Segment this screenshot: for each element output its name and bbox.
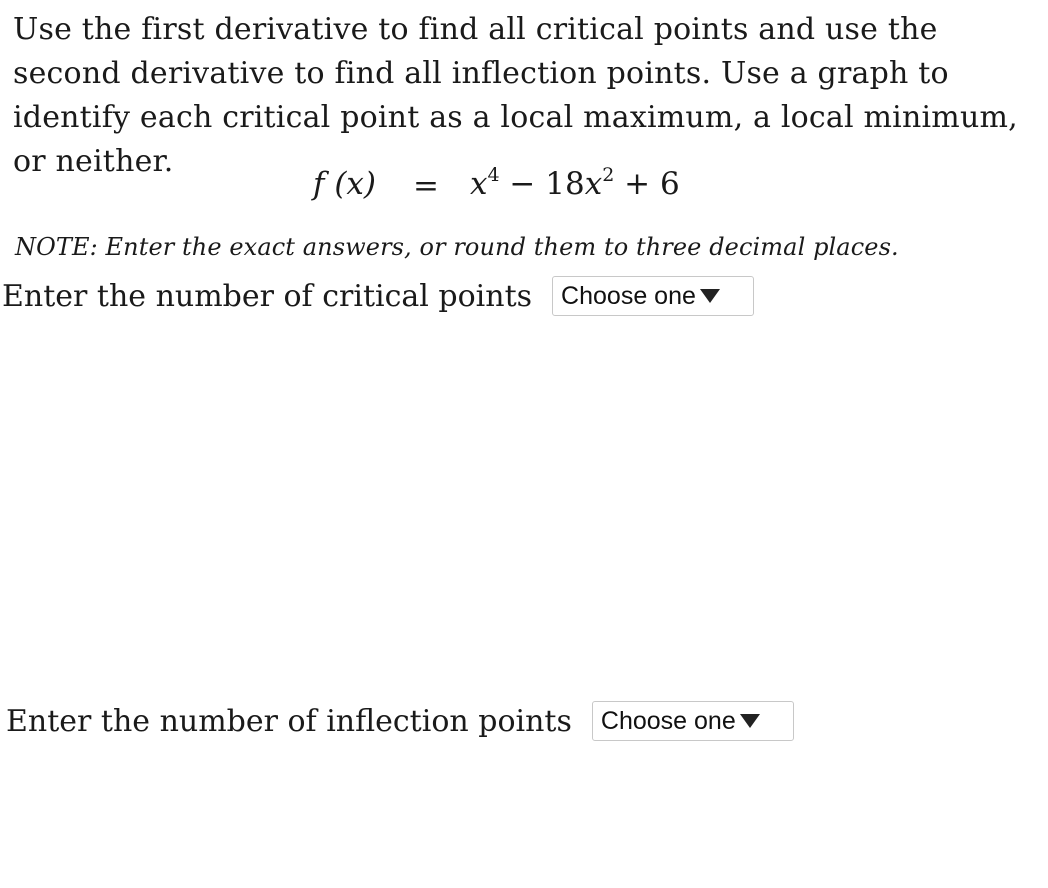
triangle-down-icon bbox=[740, 714, 760, 728]
inflection-points-label: Enter the number of inflection points bbox=[6, 703, 572, 739]
critical-points-row bbox=[2, 276, 754, 316]
critical-points-label: Enter the number of critical points bbox=[2, 278, 533, 314]
triangle-down-icon bbox=[700, 289, 720, 303]
inflection-points-select[interactable] bbox=[592, 701, 794, 741]
critical-points-select[interactable] bbox=[552, 276, 754, 316]
equation-var-x: x bbox=[470, 166, 488, 202]
critical-points-select-value: Choose one bbox=[561, 281, 696, 310]
equation-var-x-2: x bbox=[584, 166, 603, 202]
equation-coefficient: − 18 bbox=[499, 166, 585, 202]
equation-rhs bbox=[470, 166, 680, 202]
equation-exponent-4: 4 bbox=[487, 164, 500, 186]
function-equation bbox=[0, 164, 1048, 212]
question-text: Use the first derivative to find all critical points and use the second derivative to find all inflection points. Use a graph to identify each critical point as a local maximum, a local minimum, or neither. bbox=[13, 12, 1018, 179]
inflection-points-row bbox=[6, 701, 794, 741]
equation-exponent-2: 2 bbox=[602, 164, 615, 186]
equation-equals: = bbox=[413, 168, 439, 204]
equation-lhs: f (x) bbox=[313, 166, 376, 202]
inflection-points-select-value: Choose one bbox=[600, 706, 736, 735]
note-text: NOTE: Enter the exact answers, or round them to three decimal places. bbox=[15, 233, 899, 261]
equation-constant: + 6 bbox=[614, 166, 680, 202]
